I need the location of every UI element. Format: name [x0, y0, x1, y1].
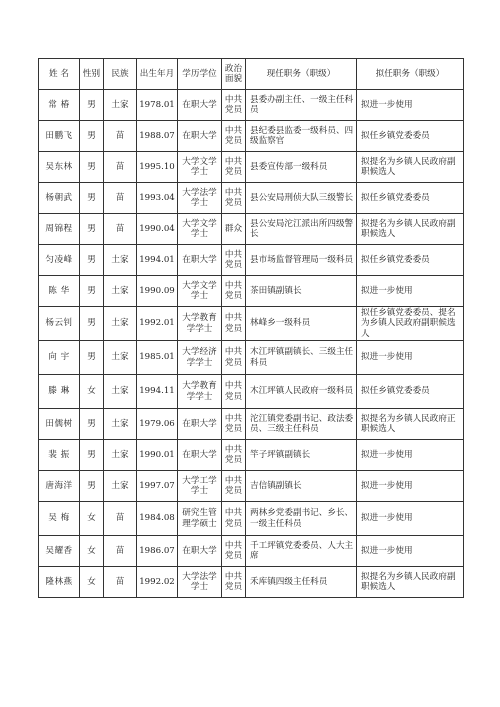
cell-political: 中共党员 [222, 245, 246, 276]
cell-proposed-post: 拟任乡镇党委委员 [357, 245, 464, 276]
table-row [39, 245, 464, 276]
table-row [39, 152, 464, 183]
cell-gender: 男 [80, 471, 104, 502]
cell-ethnicity: 苗 [104, 567, 137, 598]
table-row [39, 567, 464, 598]
header-birth: 出生年月 [137, 59, 178, 90]
cell-name: 田鹏飞 [39, 121, 80, 152]
table-row [39, 502, 464, 536]
cell-birth: 1992.01 [137, 307, 178, 341]
cell-name: 唐海洋 [39, 471, 80, 502]
cell-name: 杨朝武 [39, 183, 80, 214]
cell-gender: 女 [80, 375, 104, 409]
cell-gender: 男 [80, 121, 104, 152]
cell-current-post: 竿子坪镇副镇长 [246, 440, 357, 471]
cell-gender: 男 [80, 245, 104, 276]
cell-current-post: 县公安局刑侦大队三级警长 [246, 183, 357, 214]
cell-education: 在职大学 [178, 90, 222, 121]
cell-proposed-post: 拟任乡镇党委委员 [357, 121, 464, 152]
table-row [39, 307, 464, 341]
cell-ethnicity: 苗 [104, 502, 137, 536]
header-current-post: 现任职务（职级） [246, 59, 357, 90]
cell-education: 大学文学学士 [178, 214, 222, 245]
cell-birth: 1990.04 [137, 214, 178, 245]
cell-birth: 1990.01 [137, 440, 178, 471]
cell-name: 向 宇 [39, 341, 80, 375]
table-row [39, 341, 464, 375]
cell-name: 田儒树 [39, 409, 80, 440]
cell-proposed-post: 拟任乡镇党委委员 [357, 183, 464, 214]
cell-political: 中共党员 [222, 90, 246, 121]
cell-political: 中共党员 [222, 502, 246, 536]
cell-ethnicity: 土家 [104, 341, 137, 375]
cell-ethnicity: 苗 [104, 214, 137, 245]
cell-political: 中共党员 [222, 276, 246, 307]
cell-current-post: 县委办副主任、一级主任科员 [246, 90, 357, 121]
cell-proposed-post: 拟提名为乡镇人民政府正职候选人 [357, 409, 464, 440]
cell-name: 吴东林 [39, 152, 80, 183]
cell-gender: 男 [80, 307, 104, 341]
cell-proposed-post: 拟进一步使用 [357, 471, 464, 502]
cell-birth: 1986.07 [137, 536, 178, 567]
cell-gender: 男 [80, 214, 104, 245]
cell-gender: 男 [80, 90, 104, 121]
cell-education: 大学经济学学士 [178, 341, 222, 375]
cell-proposed-post: 拟进一步使用 [357, 502, 464, 536]
header-education: 学历学位 [178, 59, 222, 90]
cell-ethnicity: 土家 [104, 245, 137, 276]
cell-current-post: 木江坪镇副镇长、三级主任科员 [246, 341, 357, 375]
cell-political: 中共党员 [222, 567, 246, 598]
cell-name: 陈 华 [39, 276, 80, 307]
header-proposed-post: 拟任职务（职级） [357, 59, 464, 90]
cell-gender: 女 [80, 567, 104, 598]
cell-ethnicity: 土家 [104, 471, 137, 502]
cell-political: 中共党员 [222, 307, 246, 341]
cell-ethnicity: 土家 [104, 375, 137, 409]
cell-education: 大学法学学士 [178, 183, 222, 214]
cell-proposed-post: 拟进一步使用 [357, 276, 464, 307]
cell-current-post: 县市场监督管理局一级科员 [246, 245, 357, 276]
cell-name: 隆林燕 [39, 567, 80, 598]
cell-political: 中共党员 [222, 440, 246, 471]
table-row [39, 90, 464, 121]
cell-proposed-post: 拟任乡镇党委委员 [357, 375, 464, 409]
cell-birth: 1984.08 [137, 502, 178, 536]
cell-name: 吴耀香 [39, 536, 80, 567]
cell-education: 大学法学学士 [178, 567, 222, 598]
cell-gender: 男 [80, 341, 104, 375]
cell-education: 在职大学 [178, 121, 222, 152]
cell-gender: 男 [80, 409, 104, 440]
cell-birth: 1990.09 [137, 276, 178, 307]
cell-birth: 1993.04 [137, 183, 178, 214]
cell-birth: 1995.10 [137, 152, 178, 183]
cell-gender: 男 [80, 152, 104, 183]
cell-education: 在职大学 [178, 245, 222, 276]
cell-education: 大学工学学士 [178, 471, 222, 502]
cell-proposed-post: 拟提名为乡镇人民政府副职候选人 [357, 567, 464, 598]
cell-birth: 1997.07 [137, 471, 178, 502]
cell-name: 常 椿 [39, 90, 80, 121]
cell-birth: 1994.11 [137, 375, 178, 409]
cell-education: 大学文学学士 [178, 276, 222, 307]
cell-current-post: 林峰乡一级科员 [246, 307, 357, 341]
cell-birth: 1979.06 [137, 409, 178, 440]
cell-current-post: 禾库镇四级主任科员 [246, 567, 357, 598]
cell-current-post: 吉信镇副镇长 [246, 471, 357, 502]
cell-political: 中共党员 [222, 183, 246, 214]
cell-current-post: 县纪委县监委一级科员、四级监察官 [246, 121, 357, 152]
cell-current-post: 两林乡党委副书记、乡长、一级主任科员 [246, 502, 357, 536]
cell-proposed-post: 拟提名为乡镇人民政府副职候选人 [357, 152, 464, 183]
cell-birth: 1985.01 [137, 341, 178, 375]
cell-current-post: 木江坪镇人民政府一级科员 [246, 375, 357, 409]
cell-political: 中共党员 [222, 152, 246, 183]
cell-birth: 1978.01 [137, 90, 178, 121]
cell-political: 中共党员 [222, 121, 246, 152]
cell-name: 周锦程 [39, 214, 80, 245]
cell-current-post: 沱江镇党委副书记、政法委员、三级主任科员 [246, 409, 357, 440]
cell-name: 匀凌峰 [39, 245, 80, 276]
cell-birth: 1992.02 [137, 567, 178, 598]
cell-education: 在职大学 [178, 440, 222, 471]
document-page [38, 58, 463, 598]
cell-political: 中共党员 [222, 536, 246, 567]
cell-gender: 女 [80, 536, 104, 567]
cell-ethnicity: 土家 [104, 276, 137, 307]
cell-current-post: 茶田镇副镇长 [246, 276, 357, 307]
cell-political: 中共党员 [222, 341, 246, 375]
table-row [39, 471, 464, 502]
cell-proposed-post: 拟任乡镇党委委员、提名为乡镇人民政府副职候选人 [357, 307, 464, 341]
cell-proposed-post: 拟提名为乡镇人民政府副职候选人 [357, 214, 464, 245]
cell-current-post: 千工坪镇党委委员、人大主席 [246, 536, 357, 567]
cell-proposed-post: 拟进一步使用 [357, 90, 464, 121]
cell-gender: 男 [80, 440, 104, 471]
table-row [39, 440, 464, 471]
cell-ethnicity: 苗 [104, 121, 137, 152]
cell-gender: 男 [80, 183, 104, 214]
cell-name: 杨云钊 [39, 307, 80, 341]
cell-proposed-post: 拟进一步使用 [357, 440, 464, 471]
cell-gender: 男 [80, 276, 104, 307]
table-row [39, 409, 464, 440]
cell-political: 群众 [222, 214, 246, 245]
table-row [39, 183, 464, 214]
cell-gender: 女 [80, 502, 104, 536]
header-gender: 性别 [80, 59, 104, 90]
cell-ethnicity: 土家 [104, 409, 137, 440]
cadre-table [38, 58, 464, 598]
header-ethnicity: 民族 [104, 59, 137, 90]
cell-political: 中共党员 [222, 375, 246, 409]
cell-education: 在职大学 [178, 536, 222, 567]
cell-current-post: 县公安局沱江派出所四级警长 [246, 214, 357, 245]
cell-name: 吴 梅 [39, 502, 80, 536]
cell-education: 在职大学 [178, 409, 222, 440]
header-name: 姓 名 [39, 59, 80, 90]
cell-political: 中共党员 [222, 471, 246, 502]
cell-ethnicity: 苗 [104, 536, 137, 567]
cell-education: 大学文学学士 [178, 152, 222, 183]
cell-ethnicity: 土家 [104, 307, 137, 341]
cell-birth: 1994.01 [137, 245, 178, 276]
cell-ethnicity: 土家 [104, 440, 137, 471]
table-row [39, 276, 464, 307]
cell-proposed-post: 拟进一步使用 [357, 341, 464, 375]
table-row [39, 214, 464, 245]
table-row [39, 121, 464, 152]
cell-education: 大学教育学学士 [178, 375, 222, 409]
table-row [39, 536, 464, 567]
cell-education: 大学教育学学士 [178, 307, 222, 341]
cell-ethnicity: 苗 [104, 152, 137, 183]
header-political: 政治面貌 [222, 59, 246, 90]
cell-birth: 1988.07 [137, 121, 178, 152]
cell-ethnicity: 苗 [104, 183, 137, 214]
cell-proposed-post: 拟进一步使用 [357, 536, 464, 567]
cell-name: 滕 琳 [39, 375, 80, 409]
cell-political: 中共党员 [222, 409, 246, 440]
cell-ethnicity: 土家 [104, 90, 137, 121]
table-row [39, 375, 464, 409]
cell-name: 裴 振 [39, 440, 80, 471]
cell-current-post: 县委宣传部一级科员 [246, 152, 357, 183]
cell-education: 研究生管理学硕士 [178, 502, 222, 536]
header-row [39, 59, 464, 90]
